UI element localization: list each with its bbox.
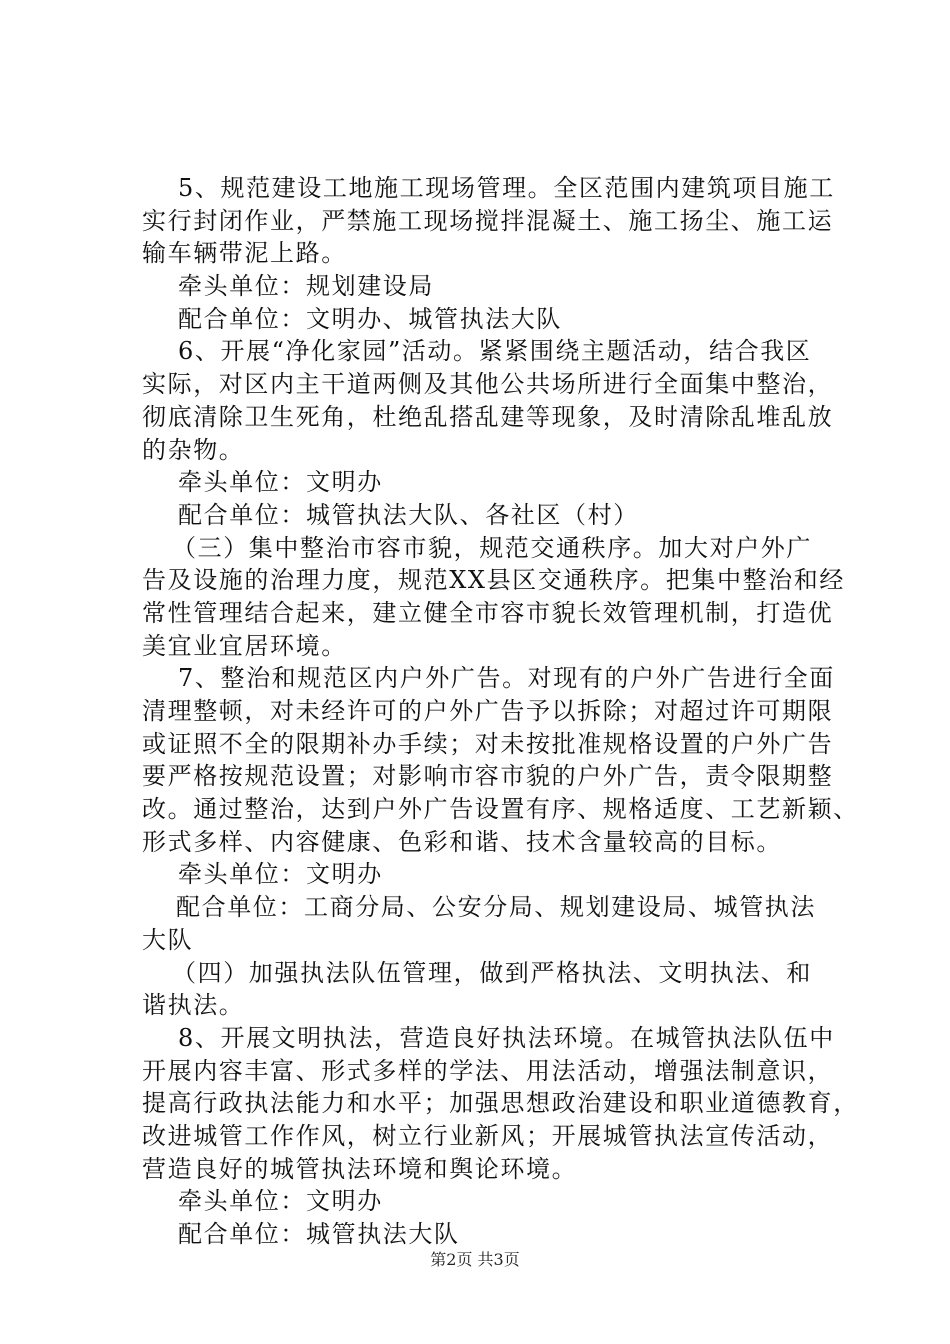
page-number: 第2页 共3页 xyxy=(430,1250,520,1269)
paragraph-line: 改。通过整治，达到户外广告设置有序、规格适度、工艺新颖、 xyxy=(142,795,859,824)
paragraph-line: 告及设施的治理力度，规范XX县区交通秩序。把集中整治和经 xyxy=(142,566,845,595)
paragraph-line: 输车辆带泥上路。 xyxy=(142,239,347,268)
paragraph-line: 6、开展“净化家园”活动。紧紧围绕主题活动，结合我区 xyxy=(178,337,812,366)
paragraph-line: 彻底清除卫生死角，杜绝乱搭乱建等现象，及时清除乱堆乱放 xyxy=(142,402,834,431)
paragraph-line: 实际，对区内主干道两侧及其他公共场所进行全面集中整治， xyxy=(142,370,834,399)
lead-unit-line: 牵头单位：规划建设局 xyxy=(178,272,434,301)
support-unit-line: 配合单位：城管执法大队 xyxy=(178,1220,460,1248)
paragraph-line: 5、规范建设工地施工现场管理。全区范围内建筑项目施工 xyxy=(178,174,835,202)
lead-unit-line: 牵头单位：文明办 xyxy=(178,1187,383,1216)
paragraph-line: 常性管理结合起来，建立健全市容市貌长效管理机制，打造优 xyxy=(142,598,834,627)
paragraph-line: 要严格按规范设置；对影响市容市貌的户外广告，责令限期整 xyxy=(142,762,834,791)
paragraph-line: 改进城管工作作风，树立行业新风；开展城管执法宣传活动， xyxy=(142,1121,834,1150)
support-unit-line: 配合单位：工商分局、公安分局、规划建设局、城管执法 xyxy=(176,893,816,922)
paragraph-line: 实行封闭作业，严禁施工现场搅拌混凝土、施工扬尘、施工运 xyxy=(142,206,834,235)
paragraph-line: 提高行政执法能力和水平；加强思想政治建设和职业道德教育， xyxy=(142,1089,859,1118)
paragraph-line: 7、整治和规范区内户外广告。对现有的户外广告进行全面 xyxy=(178,664,835,693)
lead-unit-line: 牵头单位：文明办 xyxy=(178,860,383,889)
paragraph-line: 或证照不全的限期补办手续；对未按批准规格设置的户外广告 xyxy=(142,729,834,758)
paragraph-line: 形式多样、内容健康、色彩和谐、技术含量较高的目标。 xyxy=(142,827,782,856)
paragraph-line: 大队 xyxy=(142,925,194,954)
paragraph-line: 谐执法。 xyxy=(142,991,245,1020)
paragraph-line: 开展内容丰富、形式多样的学法、用法活动，增强法制意识， xyxy=(142,1056,834,1085)
section-heading-line: （三）集中整治市容市貌，规范交通秩序。加大对户外广 xyxy=(172,533,812,562)
support-unit-line: 配合单位：文明办、城管执法大队 xyxy=(178,304,562,333)
section-heading-line: （四）加强执法队伍管理，做到严格执法、文明执法、和 xyxy=(172,958,812,987)
paragraph-line: 8、开展文明执法，营造良好执法环境。在城管执法队伍中 xyxy=(178,1023,835,1052)
paragraph-line: 美宜业宜居环境。 xyxy=(142,631,347,660)
paragraph-line: 清理整顿，对未经许可的户外广告予以拆除；对超过许可期限 xyxy=(142,697,834,725)
lead-unit-line: 牵头单位：文明办 xyxy=(178,468,383,497)
paragraph-line: 营造良好的城管执法环境和舆论环境。 xyxy=(142,1154,578,1183)
paragraph-line: 的杂物。 xyxy=(142,435,245,464)
document-body xyxy=(142,172,859,1251)
support-unit-line: 配合单位：城管执法大队、各社区（村） xyxy=(178,500,639,529)
